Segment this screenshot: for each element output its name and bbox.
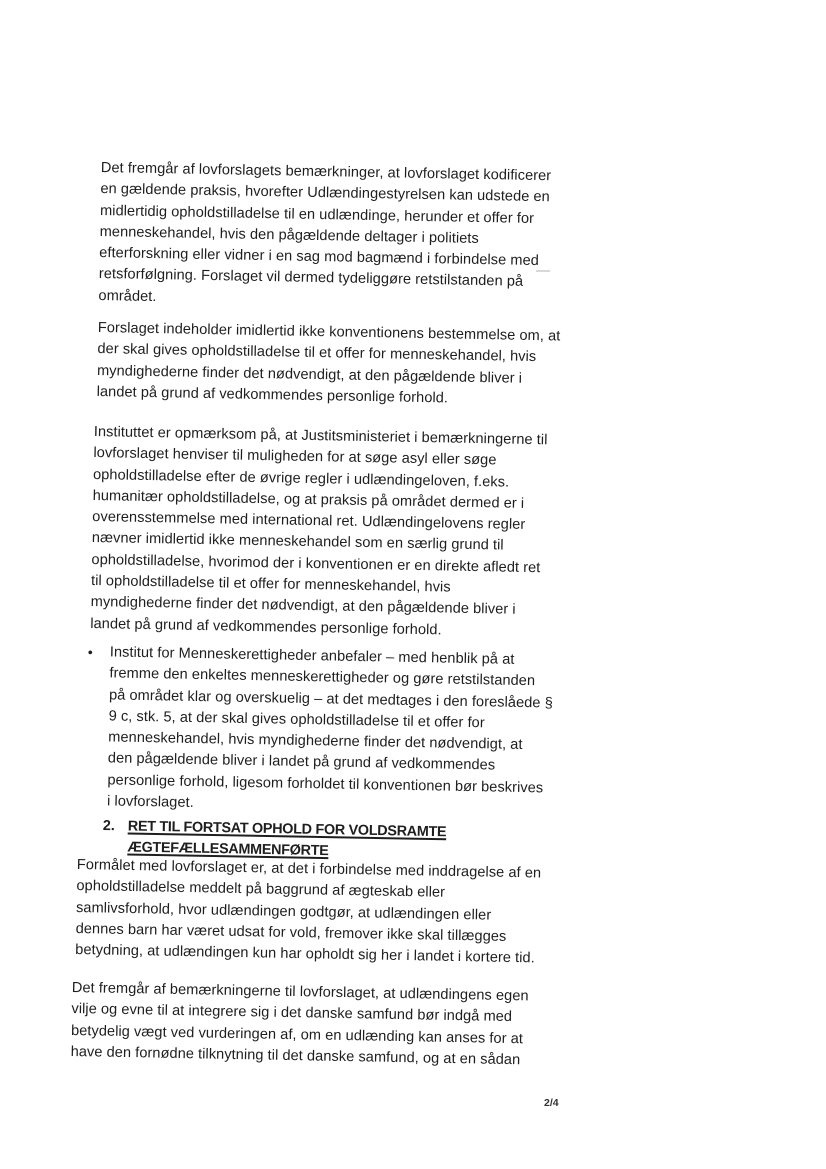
text-line: Det fremgår af bemærkningerne til lovforslaget, at udlændingens egen bbox=[71, 979, 529, 1005]
heading-line: RET TIL FORTSAT OPHOLD FOR VOLDSRAMTE bbox=[127, 818, 447, 841]
text-line: have den fornødne tilknytning til det danske samfund, og at en sådan bbox=[70, 1043, 521, 1069]
text-line: personlige forhold, ligesom forholdet til konventionen bør beskrives bbox=[107, 772, 544, 797]
text-line: Instituttet er opmærksom på, at Justitsministeriet i bemærkningerne til bbox=[93, 423, 548, 449]
text-line: retsforfølgning. Forslaget vil dermed tydeliggøre retstilstanden på bbox=[98, 266, 524, 291]
text-line: landet på grund af vedkommendes personlige forhold. bbox=[96, 383, 449, 407]
paragraph-instituttet-opmaerksom bbox=[90, 422, 548, 643]
paragraph-lovforslag-praksis bbox=[98, 158, 551, 315]
page-number: 2/4 bbox=[544, 1097, 559, 1109]
text-line: opholdstilladelse efter de øvrige regler i udlændingeloven, f.eks. bbox=[92, 466, 510, 491]
text-line: området. bbox=[98, 287, 157, 305]
text-line: myndighederne finder det nødvendigt, at den pågældende bliver i bbox=[96, 362, 523, 387]
text-line: 9 c, stk. 5, at der skal gives opholdstilladelse til et offer for bbox=[108, 708, 485, 732]
text-line: der skal gives opholdstilladelse til et offer for menneskehandel, hvis bbox=[97, 341, 537, 366]
text-line: til opholdstilladelse til et offer for menneskehandel, hvis bbox=[90, 573, 451, 596]
text-line: dennes barn har været udsat for vold, fremover ikke skal tillægges bbox=[75, 920, 507, 945]
text-line: den pågældende bliver i landet på grund af vedkommendes bbox=[107, 750, 496, 774]
heading-line: ÆGTEFÆLLESAMMENFØRTE bbox=[127, 839, 329, 860]
text-line: menneskehandel, hvis myndighederne finder det nødvendigt, at bbox=[108, 729, 523, 754]
text-line: betydning, at udlændingen kun har opholdt sig her i landet i kortere tid. bbox=[75, 942, 535, 967]
bullet-text bbox=[107, 642, 554, 820]
text-line: på området klar og overskuelig – at det medtages i den foreslåede § bbox=[108, 686, 553, 712]
text-line: i lovforslaget. bbox=[106, 793, 194, 812]
text-line: vilje og evne til at integrere sig i det danske samfund bør indgå med bbox=[71, 1001, 513, 1026]
text-line: opholdstilladelse meddelt på baggrund af ægteskab eller bbox=[76, 878, 446, 902]
text-line: humanitær opholdstilladelse, og at praksis på området dermed er i bbox=[92, 487, 525, 512]
section-number: 2. bbox=[102, 817, 116, 835]
text-line: Formålet med lovforslaget er, at det i forbindelse med inddragelse af en bbox=[76, 856, 542, 882]
text-line: midlertidig opholdstilladelse til en udlændinge, herunder et offer for bbox=[99, 202, 535, 227]
text-line: en gældende praksis, hvorefter Udlændingestyrelsen kan udstede en bbox=[100, 181, 550, 206]
text-line: Forslaget indeholder imidlertid ikke konventionens bestemmelse om, at bbox=[97, 319, 561, 345]
text-line: menneskehandel, hvis den pågældende deltager i politiets bbox=[99, 223, 479, 247]
text-line: myndighederne finder det nødvendigt, at den pågældende bliver i bbox=[90, 594, 516, 619]
text-line: landet på grund af vedkommendes personlige forhold. bbox=[90, 615, 442, 639]
text-line: fremme den enkeltes menneskerettigheder og gøre retstilstanden bbox=[109, 665, 536, 690]
text-line: Institut for Menneskerettigheder anbefaler – med henblik på at bbox=[109, 644, 515, 668]
paragraph-konvention-bestemmelse bbox=[96, 318, 560, 412]
text-line: lovforslaget henviser til muligheden for at søge asyl eller søge bbox=[93, 445, 497, 469]
bullet-icon: • bbox=[87, 643, 93, 661]
text-line: nævner imidlertid ikke menneskehandel som en særlig grund til bbox=[91, 530, 504, 555]
text-line: betydelig vægt ved vurderingen af, om en udlænding kan anses for at bbox=[70, 1022, 524, 1047]
paragraph-formaal bbox=[75, 855, 541, 970]
text-line: efterforskning eller vidner i en sag mod bagmænd i forbindelse med bbox=[99, 245, 540, 270]
text-line: Det fremgår af lovforslagets bemærkninger, at lovforslaget kodificerer bbox=[100, 159, 552, 185]
text-line: opholdstilladelse, hvorimod der i konventionen er en direkte afledt ret bbox=[91, 551, 541, 576]
paragraph-integration bbox=[70, 978, 528, 1072]
text-line: samlivsforhold, hvor udlændingen godtgør, at udlændingen eller bbox=[75, 899, 492, 924]
text-line: overensstemmelse med international ret. Udlændingelovens regler bbox=[92, 509, 526, 534]
